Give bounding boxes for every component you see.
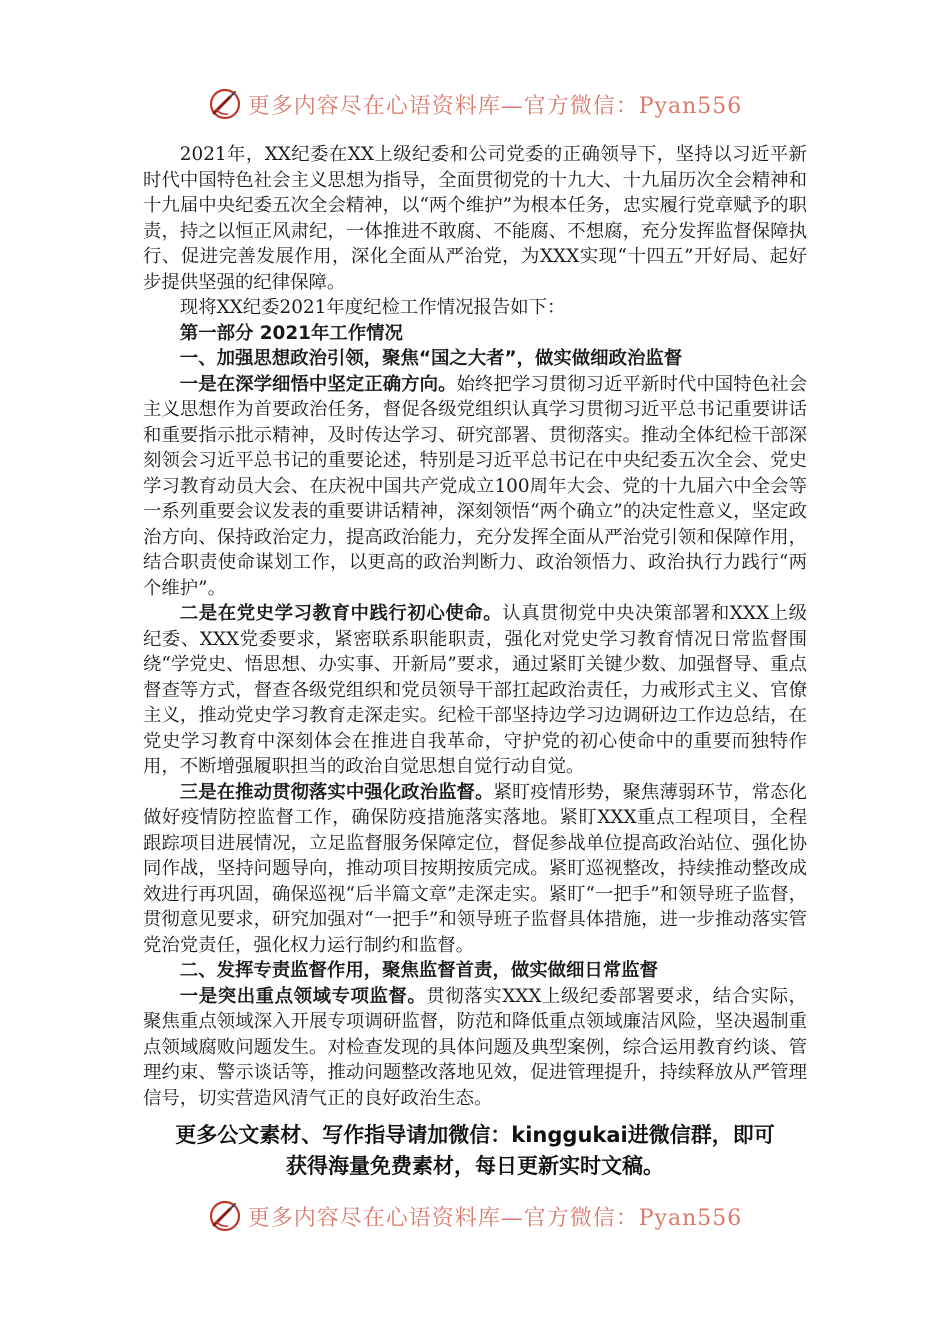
- section1-paragraph-1: [143, 372, 807, 602]
- footer-banner: [0, 1196, 950, 1236]
- paragraph-lead: 二是在党史学习教育中践行初心使命。: [179, 603, 503, 624]
- paragraph-lead: 三是在推动贯彻落实中强化政治监督。: [179, 781, 494, 803]
- header-banner: [0, 84, 950, 124]
- brush-logo-icon: [208, 1199, 242, 1233]
- section2-paragraph-1: [143, 984, 807, 1112]
- section2-title: 二、发挥专责监督作用，聚焦监督首责，做实做细日常监督: [179, 960, 658, 981]
- paragraph-text: 始终把学习贯彻习近平新时代中国特色社会主义思想作为首要政治任务，督促各级党组织认真学习贯彻习近平总书记重要讲话和重要指示批示精神，及时传达学习、研究部署、贯彻落实。推动全体纪检干部深刻领会习近平总书记的重要论述，特别是习近平总书记在中央纪委五次全会、党史学习教育动员大会、在庆祝中国共产党成立100周年大会、党的十九届六中全会等一系列重要会议发表的重要讲话精神，深刻领悟“两个确立”的决定性意义，坚定政治方向、保持政治定力，提高政治能力，充分发挥全面从严治党引领和保障作用，结合职责使命谋划工作，以更高的政治判断力、政治领悟力、政治执行力践行“两个维护”。: [143, 373, 807, 599]
- promo-line-1: 更多公文素材、写作指导请加微信：kinggukai进微信群，即可: [175, 1123, 775, 1147]
- intro-paragraph: 2021年，XX纪委在XX上级纪委和公司党委的正确领导下，坚持以习近平新时代中国特色社会主义思想为指导，全面贯彻党的十九大、十九届历次全会精神和十九届中央纪委五次全会精神，以“两个维护”为根本任务，忠实履行党章赋予的职责，持之以恒正风肃纪，一体推进不敢腐、不能腐、不想腐，充分发挥监督保障执行、促进完善发展作用，深化全面从严治党，为XXX实现“十四五”开好局、起好步提供坚强的纪律保障。: [143, 144, 807, 293]
- promo-line-2: 获得海量免费素材，每日更新实时文稿。: [286, 1154, 664, 1178]
- document-body: [143, 142, 807, 1111]
- section1-paragraph-3: [143, 780, 807, 959]
- paragraph-text: 认真贯彻党中央决策部署和XXX上级纪委、XXX党委要求，紧密联系职能职责，强化对党史学习教育情况日常监督围绕“学党史、悟思想、办实事、开新局”要求，通过紧盯关键少数、加强督导、重点督查等方式，督查各级党组织和党员领导干部扛起政治责任，力戒形式主义、官僚主义，推动党史学习教育走深走实。纪检干部坚持边学习边调研边工作边总结，在党史学习教育中深刻体会在推进自我革命，守护党的初心使命中的重要而独特作用，不断增强履职担当的政治自觉思想自觉行动自觉。: [143, 603, 807, 777]
- report-line: 现将XX纪委2021年度纪检工作情况报告如下：: [179, 297, 566, 318]
- paragraph-text: 贯彻落实XXX上级纪委部署要求，结合实际，聚焦重点领域深入开展专项调研监督，防范和降低重点领域廉洁风险，坚决遏制重点领域腐败问题发生。对检查发现的具体问题及典型案例，综合运用教育约谈、管理约束、警示谈话等，推动问题整改落地见效，促进管理提升，持续释放从严管理信号，切实营造风清气正的良好政治生态。: [143, 985, 807, 1109]
- part-title: 第一部分 2021年工作情况: [179, 322, 403, 344]
- brush-logo-icon: [208, 87, 242, 121]
- section1-title: 一、加强思想政治引领，聚焦“国之大者”，做实做细政治监督: [179, 348, 683, 369]
- paragraph-lead: 一是突出重点领域专项监督。: [179, 985, 427, 1007]
- header-banner-text: 更多内容尽在心语资料库—官方微信：Pyan556: [247, 93, 743, 119]
- section1-paragraph-2: [143, 601, 807, 780]
- promo-notice: [90, 1120, 860, 1182]
- paragraph-text: 紧盯疫情形势，聚焦薄弱环节，常态化做好疫情防控监督工作，确保防疫措施落实落地。紧盯XXX重点工程项目，全程跟踪项目进展情况，立足监督服务保障定位，督促参战单位提高政治站位、强化协同作战，坚持问题导向，推动项目按期按质完成。紧盯巡视整改，持续推动整改成效进行再巩固，确保巡视“后半篇文章”走深走实。紧盯“一把手”和领导班子监督，贯彻意见要求，研究加强对“一把手”和领导班子监督具体措施，进一步推动落实管党治党责任，强化权力运行制约和监督。: [143, 781, 807, 956]
- footer-banner-text: 更多内容尽在心语资料库—官方微信：Pyan556: [247, 1205, 743, 1231]
- paragraph-lead: 一是在深学细悟中坚定正确方向。: [179, 373, 457, 395]
